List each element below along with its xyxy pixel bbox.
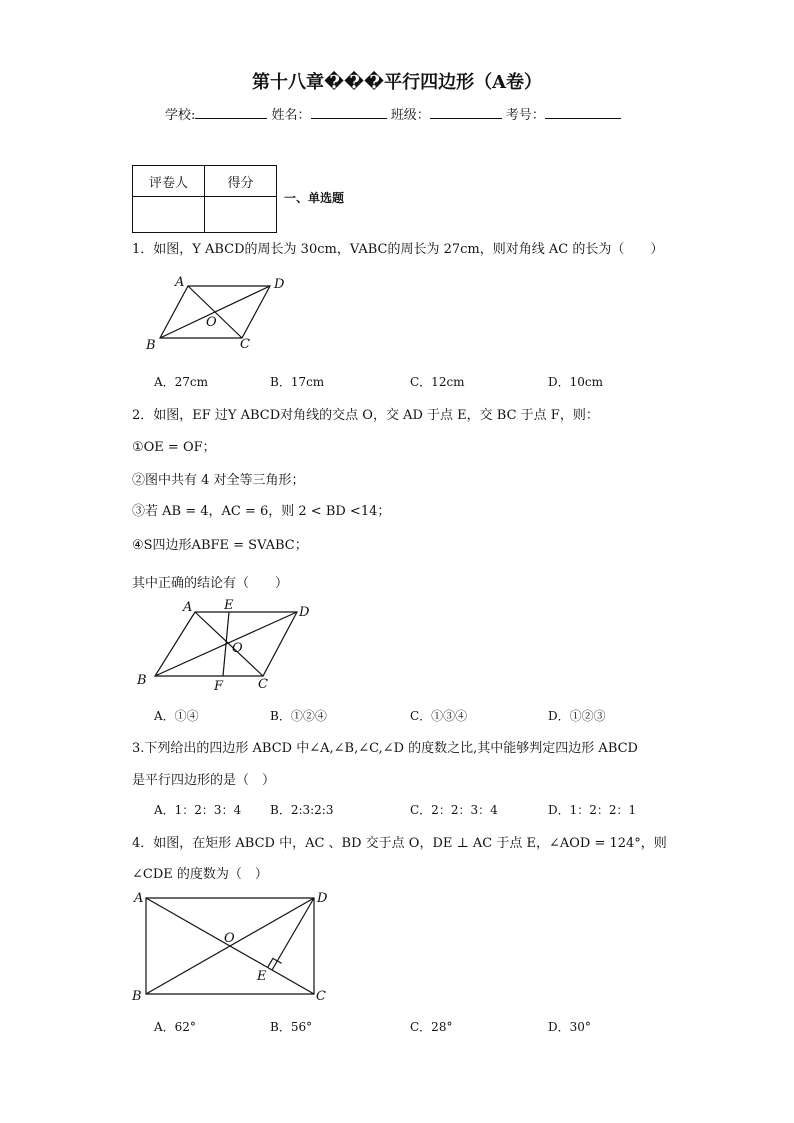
id-label: 考号： (505, 108, 545, 123)
school-blank (195, 104, 267, 119)
q2-label-o: O (232, 641, 243, 656)
name-blank (311, 104, 387, 119)
score-cell (205, 197, 277, 233)
question-3-text-line1: 3.下列给出的四边形 ABCD 中∠A,∠B,∠C,∠D 的度数之比,其中能够判定四边形 ABCD (132, 741, 638, 756)
q2-label-b: B (137, 673, 147, 688)
q4-option-d[interactable]: D．30° (548, 1020, 591, 1034)
q2-option-c[interactable]: C．①③④ (410, 709, 468, 723)
q4-option-b[interactable]: B．56° (270, 1020, 313, 1034)
q2-label-e: E (224, 598, 234, 613)
q1-label-b: B (146, 338, 156, 353)
q4-label-e: E (257, 969, 267, 984)
q1-option-a[interactable]: A．27cm (154, 375, 209, 389)
q2-segment-ef (223, 612, 229, 676)
q4-option-a[interactable]: A．62° (154, 1020, 196, 1034)
q2-question: 其中正确的结论有（ ） (132, 576, 289, 591)
question-1-text: 1．如图，Y ABCD的周长为 30cm，VABC的周长为 27cm，则对角线 AC 的长为（ ） (132, 242, 664, 257)
q2-label-f: F (214, 679, 224, 694)
q1-option-b[interactable]: B．17cm (270, 375, 325, 389)
q1-label-a: A (175, 275, 185, 290)
q3-option-c[interactable]: C．2：2：3：4 (410, 803, 498, 817)
q2-statement-2: ②图中共有 4 对全等三角形； (132, 473, 305, 488)
q1-parallelogram-figure (140, 272, 300, 357)
q3-option-b[interactable]: B．2:3:2:3 (270, 803, 334, 817)
section-heading: 一、单选题 (284, 191, 345, 205)
q2-statement-3: ③若 AB = 4，AC = 6，则 2 < BD <14； (132, 504, 391, 519)
q3-option-a[interactable]: A．1：2：3：4 (154, 803, 242, 817)
q2-option-b[interactable]: B．①②④ (270, 709, 327, 723)
score-table (132, 165, 277, 233)
class-blank (430, 104, 502, 119)
q4-perpendicular-de (272, 898, 314, 970)
q1-diagonal-bd (160, 286, 270, 338)
name-label: 姓名： (271, 108, 311, 123)
question-2-text: 2．如图，EF 过Y ABCD对角线的交点 O，交 AD 于点 E，交 BC 于点 F，则： (132, 408, 599, 423)
q4-label-b: B (132, 989, 142, 1004)
q4-label-d: D (317, 891, 328, 906)
grader-header: 评卷人 (133, 166, 205, 197)
q3-option-d[interactable]: D．1：2：2：1 (548, 803, 637, 817)
q2-parallelogram-figure (135, 596, 325, 696)
q1-label-c: C (240, 337, 250, 352)
q1-option-d[interactable]: D．10cm (548, 375, 603, 389)
q2-option-d[interactable]: D．①②③ (548, 709, 606, 723)
question-4-text-line1: 4．如图，在矩形 ABCD 中，AC 、BD 交于点 O，DE ⊥ AC 于点 E，∠AOD = 124°，则 (132, 836, 667, 851)
page-title: 第十八章���平行四边形（A卷） (251, 72, 543, 93)
id-blank (545, 104, 621, 119)
q2-diagonal-ac (195, 612, 263, 676)
q2-statement-4: ④S四边形ABFE = SVABC； (132, 538, 308, 553)
question-4-text-line2: ∠CDE 的度数为（ ） (132, 867, 268, 882)
q2-label-c: C (258, 677, 268, 692)
class-label: 班级： (390, 108, 430, 123)
q1-option-c[interactable]: C．12cm (410, 375, 465, 389)
q2-label-a: A (183, 600, 193, 615)
q4-option-c[interactable]: C．28° (410, 1020, 453, 1034)
q4-label-o: O (224, 931, 235, 946)
q2-label-d: D (299, 605, 310, 620)
q2-statement-1: ①OE = OF； (132, 440, 216, 455)
school-label: 学校: (165, 108, 196, 123)
q1-label-d: D (274, 277, 285, 292)
q4-label-a: A (134, 891, 144, 906)
student-info-line (165, 104, 621, 123)
grader-cell (133, 197, 205, 233)
question-3-text-line2: 是平行四边形的是（ ） (132, 773, 276, 788)
q4-rectangle-figure (130, 888, 340, 1008)
q2-option-a[interactable]: A．①④ (154, 709, 199, 723)
q1-label-o: O (206, 315, 217, 330)
q4-label-c: C (316, 989, 326, 1004)
score-header: 得分 (205, 166, 277, 197)
